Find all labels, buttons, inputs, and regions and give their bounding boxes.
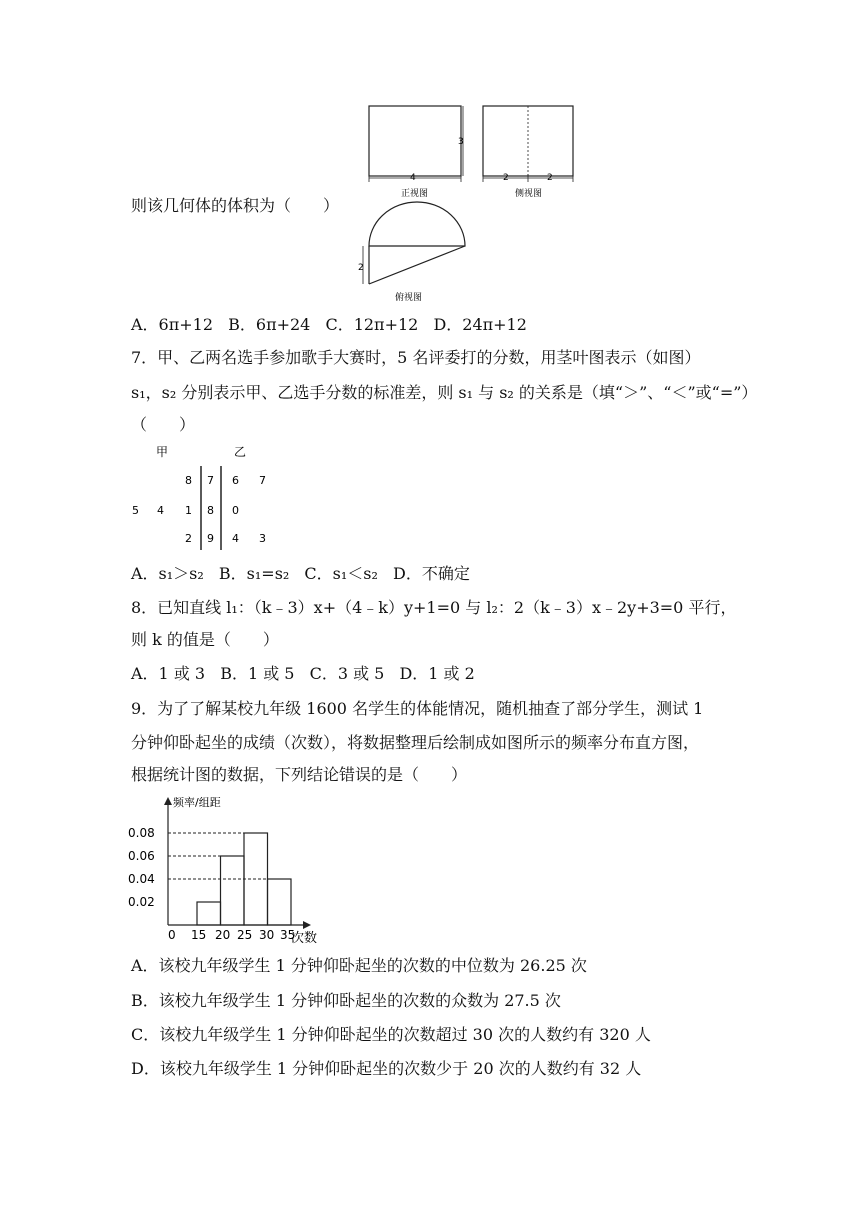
three-view-figure [355, 98, 585, 314]
y-tick-label: 0.06 [128, 849, 155, 863]
y-tick-label: 0.02 [128, 895, 155, 909]
x-tick-label: 25 [237, 928, 253, 942]
histogram-figure [125, 792, 335, 954]
q7-option-b[interactable]: B．s₁=s₂ [218, 564, 290, 583]
q9-line1: 9．为了了解某校九年级 1600 名学生的体能情况，随机抽查了部分学生，测试 1 [131, 699, 704, 718]
stem-leaf-leaf: 0 [232, 504, 239, 517]
x-tick-label: 35 [280, 928, 296, 942]
q8-option-a[interactable]: A．1 或 3 [131, 664, 206, 683]
q8-line1: 8．已知直线 l₁：（k﹣3）x+（4﹣k）y+1=0 与 l₂：2（k﹣3）x﹣2y+3=0 平行， [131, 598, 737, 617]
side-view-label: 侧视图 [515, 189, 543, 199]
q9-line3: 根据统计图的数据，下列结论错误的是（ ） [131, 765, 468, 784]
stem-leaf-stem: 9 [207, 532, 214, 545]
stem-leaf-svg [128, 438, 288, 556]
stem-leaf-leaf: 4 [232, 532, 239, 545]
q6-option-d[interactable]: D．24π+12 [433, 315, 527, 334]
stem-leaf-leaf: 2 [185, 532, 192, 545]
q8-option-d[interactable]: D．1 或 2 [399, 664, 475, 683]
y-tick-label: 0.08 [128, 826, 155, 840]
stem-leaf-leaf: 1 [185, 504, 192, 517]
q8-option-b[interactable]: B．1 或 5 [220, 664, 295, 683]
stem-leaf-leaf: 7 [259, 474, 266, 487]
stem-leaf-stem: 8 [207, 504, 214, 517]
q7-option-d[interactable]: D．不确定 [393, 564, 470, 583]
q9-line2: 分钟仰卧起坐的成绩（次数），将数据整理后绘制成如图所示的频率分布直方图， [131, 733, 700, 752]
stem-leaf-plot [128, 438, 288, 560]
q8-line2: 则 k 的值是（ ） [131, 630, 279, 649]
front-height-label: 3 [458, 137, 464, 147]
x-axis-arrow [303, 921, 311, 929]
q9-option-c[interactable]: C．该校九年级学生 1 分钟仰卧起坐的次数超过 30 次的人数约有 320 人 [131, 1025, 651, 1044]
top-view-semicircle [369, 202, 465, 246]
q8-options [131, 662, 485, 686]
x-tick-label: 0 [168, 928, 176, 942]
x-tick-label: 15 [191, 928, 207, 942]
q6-options [131, 313, 537, 337]
three-view-svg [355, 98, 585, 310]
front-view-label: 正视图 [401, 189, 429, 199]
stem-leaf-stem: 7 [207, 474, 214, 487]
histogram-bar [268, 879, 292, 925]
y-tick-label: 0.04 [128, 872, 155, 886]
stem-leaf-leaf: 3 [259, 532, 266, 545]
q7-line1: 7．甲、乙两名选手参加歌手大赛时，5 名评委打的分数，用茎叶图表示（如图） [131, 348, 701, 367]
stem-leaf-leaf: 8 [185, 474, 192, 487]
stem-leaf-leaf: 4 [157, 504, 164, 517]
q6-option-c[interactable]: C．12π+12 [325, 315, 419, 334]
front-view-rect [369, 106, 461, 176]
stem-leaf-leaf: 6 [232, 474, 239, 487]
histogram-bar [221, 856, 245, 925]
histogram-bar [197, 902, 221, 925]
q7-options [131, 562, 480, 586]
histogram-chart [125, 792, 335, 950]
side-left-label: 2 [503, 173, 509, 183]
q7-line2: s₁，s₂ 分别表示甲、乙选手分数的标准差，则 s₁ 与 s₂ 的关系是（填“＞”、“＜”或“=”） [131, 383, 758, 402]
x-tick-label: 30 [259, 928, 275, 942]
x-axis-label: 次数 [291, 931, 318, 946]
y-axis-label: 频率/组距 [173, 796, 221, 809]
q8-option-c[interactable]: C．3 或 5 [309, 664, 385, 683]
side-right-label: 2 [547, 173, 553, 183]
q6-option-b[interactable]: B．6π+24 [228, 315, 311, 334]
y-axis-arrow [164, 797, 172, 805]
front-width-label: 4 [410, 173, 416, 183]
top-view-label: 俯视图 [395, 293, 423, 303]
q9-option-b[interactable]: B．该校九年级学生 1 分钟仰卧起坐的次数的众数为 27.5 次 [131, 991, 561, 1010]
stem-leaf-left-title: 甲 [156, 445, 169, 459]
q7-option-c[interactable]: C．s₁＜s₂ [304, 564, 378, 583]
q6-option-a[interactable]: A．6π+12 [131, 315, 214, 334]
q7-option-a[interactable]: A．s₁＞s₂ [131, 564, 204, 583]
stem-leaf-leaf: 5 [132, 504, 139, 517]
q9-option-d[interactable]: D．该校九年级学生 1 分钟仰卧起坐的次数少于 20 次的人数约有 32 人 [131, 1059, 642, 1078]
stem-leaf-right-title: 乙 [234, 445, 247, 459]
q9-option-a[interactable]: A．该校九年级学生 1 分钟仰卧起坐的次数的中位数为 26.25 次 [131, 956, 587, 975]
side-view-rect [483, 106, 573, 176]
q7-line3: （ ） [131, 415, 196, 434]
x-tick-label: 20 [215, 928, 231, 942]
q6-stem: 则该几何体的体积为（ ） [131, 196, 340, 215]
top-dim-label: 2 [358, 263, 364, 273]
